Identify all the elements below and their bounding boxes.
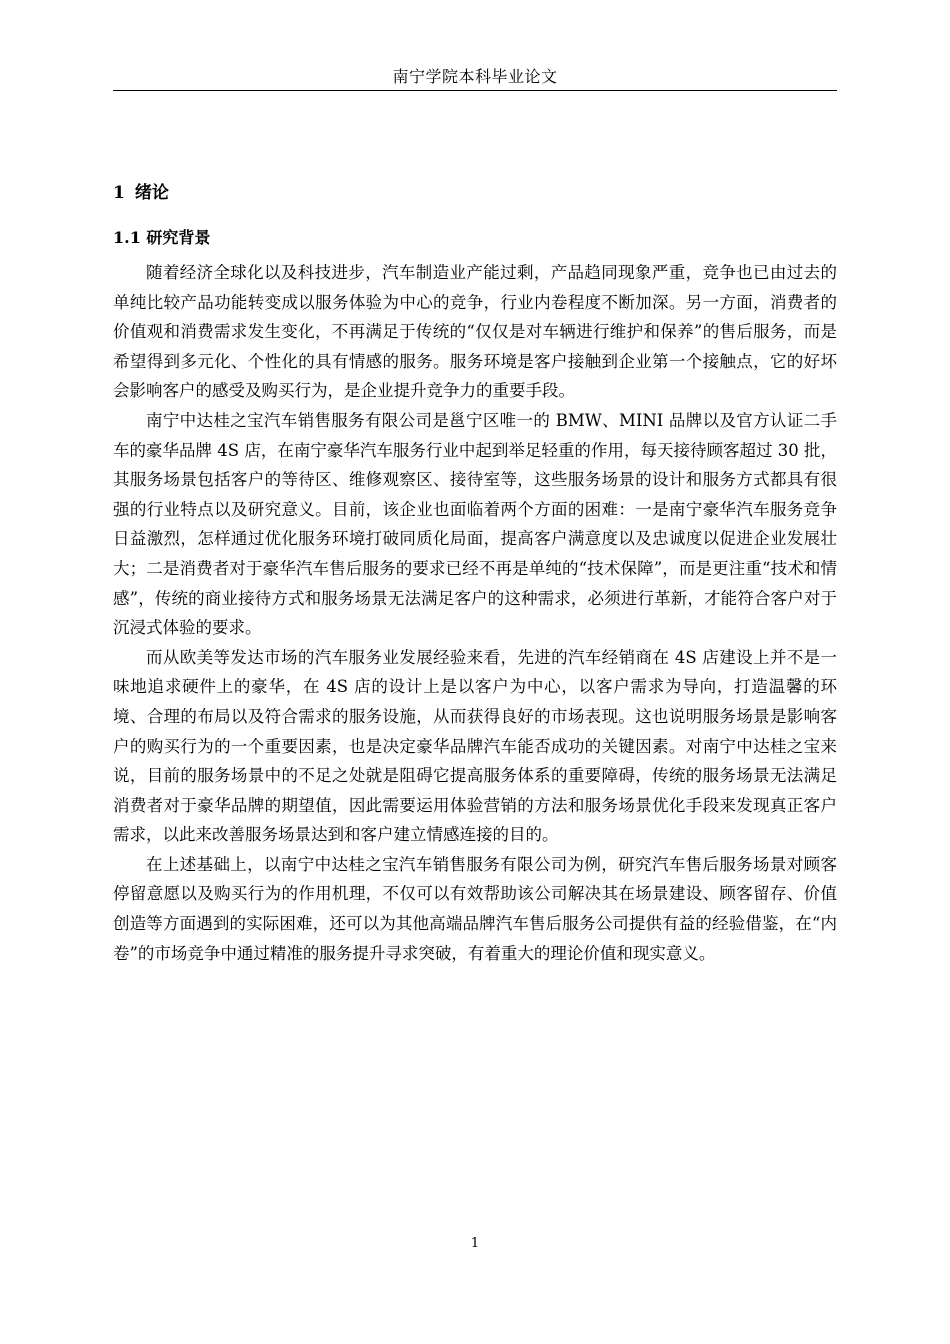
- chapter-title: 绪论: [134, 183, 169, 203]
- paragraph-3: 而从欧美等发达市场的汽车服务业发展经验来看，先进的汽车经销商在 4S 店建设上并不是一味地追求硬件上的豪华，在 4S 店的设计上是以客户为中心，以客户需求为导向，打造温馨的环境、合理的布局以及符合需求的服务设施，从而获得良好的市场表现。这也说明服务场景是影响客户的购买行为的一个重要因素，也是决定豪华品牌汽车能否成功的关键因素。对南宁中达桂之宝来说，目前的服务场景中的不足之处就是阻碍它提高服务体系的重要障碍，传统的服务场景无法满足消费者对于豪华品牌的期望值，因此需要运用体验营销的方法和服务场景优化手段来发现真正客户需求，以此来改善服务场景达到和客户建立情感连接的目的。: [113, 647, 837, 845]
- paragraph-2: 南宁中达桂之宝汽车销售服务有限公司是邕宁区唯一的 BMW、MINI 品牌以及官方认证二手车的豪华品牌 4S 店，在南宁豪华汽车服务行业中起到举足轻重的作用，每天接待顾客超过 30 批，其服务场景包括客户的等待区、维修观察区、接待室等，这些服务场景的设计和服务方式都具有很强的行业特点以及研究意义。目前，该企业也面临着两个方面的困难：一是南宁豪华汽车服务竞争日益激烈，怎样通过优化服务环境打破同质化局面，提高客户满意度以及忠诚度以促进企业发展壮大；二是消费者对于豪华汽车售后服务的要求已经不再是单纯的“技术保障”，而是更注重“技术和情感”，传统的商业接待方式和服务场景无法满足客户的这种需求，必须进行革新，才能符合客户对于沉浸式体验的要求。: [113, 410, 837, 638]
- body-text: [113, 258, 837, 968]
- running-header: 南宁学院本科毕业论文: [392, 67, 558, 86]
- page-number: 1: [470, 1236, 480, 1251]
- chapter-number: 1: [113, 183, 125, 203]
- paragraph-4: 在上述基础上，以南宁中达桂之宝汽车销售服务有限公司为例，研究汽车售后服务场景对顾客停留意愿以及购买行为的作用机理，不仅可以有效帮助该公司解决其在场景建设、顾客留存、价值创造等方面遇到的实际困难，还可以为其他高端品牌汽车售后服务公司提供有益的经验借鉴，在“内卷”的市场竞争中通过精准的服务提升寻求突破，有着重大的理论价值和现实意义。: [113, 854, 837, 963]
- paragraph-1: 随着经济全球化以及科技进步，汽车制造业产能过剩，产品趋同现象严重，竞争也已由过去的单纯比较产品功能转变成以服务体验为中心的竞争，行业内卷程度不断加深。另一方面，消费者的价值观和消费需求发生变化，不再满足于传统的“仅仅是对车辆进行维护和保养”的售后服务，而是希望得到多元化、个性化的具有情感的服务。服务环境是客户接触到企业第一个接触点，它的好坏会影响客户的感受及购买行为，是企业提升竞争力的重要手段。: [113, 263, 837, 401]
- header-rule: [113, 90, 837, 91]
- chapter-heading: [113, 180, 169, 206]
- section-heading: 1.1 研究背景: [113, 228, 211, 247]
